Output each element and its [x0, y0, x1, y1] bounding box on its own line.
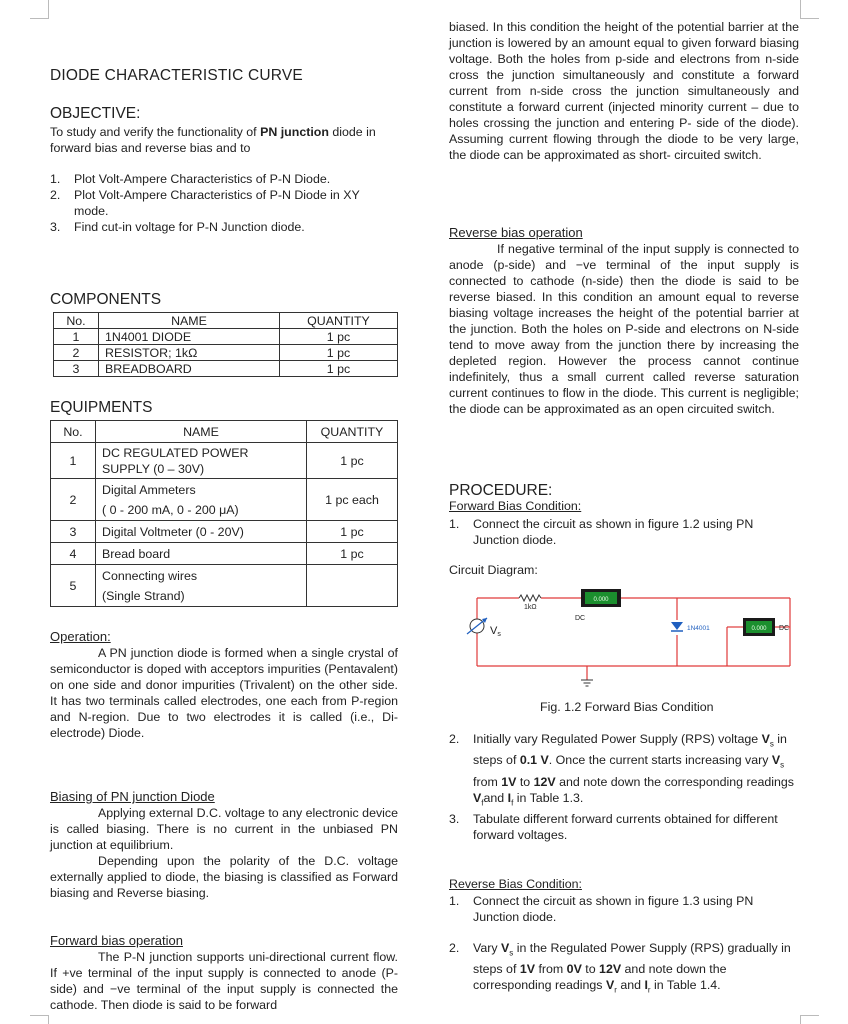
- text-run: V: [501, 941, 510, 955]
- ammeter-reading: 0.000: [593, 597, 609, 603]
- table-cell: 1 pc: [280, 345, 398, 361]
- circuit-diagram-label: Circuit Diagram:: [449, 563, 538, 577]
- table-cell: 1 pc: [307, 443, 398, 479]
- text-run: s: [780, 760, 785, 770]
- cell-line: (Single Strand): [102, 588, 185, 603]
- text-run: V: [473, 790, 482, 805]
- table-row: [51, 479, 398, 521]
- text-run: to: [581, 962, 600, 977]
- objective-item: [50, 187, 395, 219]
- crop-mark: [48, 1015, 49, 1024]
- equipments-header-no: No.: [51, 421, 96, 443]
- step-text: Connect the circuit as shown in figure 1.3 using PN Junction diode.: [473, 894, 754, 924]
- text-run: f: [481, 798, 484, 808]
- forward-step-2: [449, 731, 794, 811]
- crop-mark: [800, 0, 801, 18]
- forward-step-1: [449, 516, 794, 548]
- table-cell: 1: [54, 329, 99, 345]
- table-cell: 2: [51, 479, 96, 521]
- forward-bias-continued: biased. In this condition the height of the potential barrier at the junction is lowered by an amount equal to given forward biasing voltage. Both the holes from p-side and electrons from n-side cross the junction simultaneously and constitute a forward current from n-side cross the junction simultaneously and constitute a forward current (injected minority current – due to holes crossing the junction and entering P- side of the diode). Assuming current flowing through the diode to be very large, the diode can be approximated as short- circuited switch.: [449, 20, 799, 162]
- text-run: I: [507, 790, 512, 805]
- figure-caption: Fig. 1.2 Forward Bias Condition: [540, 700, 714, 714]
- forward-condition-heading: Forward Bias Condition:: [449, 499, 582, 513]
- reverse-step-2: [449, 940, 794, 999]
- components-header-name: NAME: [99, 313, 280, 329]
- list-number: 3.: [449, 812, 460, 826]
- table-cell: 1 pc: [307, 521, 398, 543]
- table-row: [51, 443, 398, 479]
- objective-intro-text-2: diode in forward bias and reverse bias and to: [50, 125, 376, 155]
- step-text: Tabulate different forward currents obtained for different forward voltages.: [473, 812, 778, 842]
- ground-symbol: [581, 680, 593, 686]
- list-number: 1.: [50, 172, 61, 186]
- text-run: Vary: [473, 941, 501, 955]
- text-run: from: [473, 774, 502, 789]
- list-number: 1.: [449, 517, 460, 531]
- table-cell: [307, 565, 398, 607]
- table-cell: 1 pc: [280, 361, 398, 377]
- equipments-table: [50, 420, 398, 607]
- text-run: and note down the corresponding readings: [555, 774, 795, 789]
- list-item: [449, 940, 794, 999]
- text-run: I: [644, 978, 648, 993]
- crop-mark: [800, 1015, 819, 1016]
- table-cell: BREADBOARD: [99, 361, 280, 377]
- objective-heading: OBJECTIVE:: [50, 105, 141, 122]
- text-run: to: [516, 774, 534, 789]
- equipments-heading: EQUIPMENTS: [50, 399, 153, 416]
- text-run: V: [605, 978, 615, 993]
- components-table: [53, 312, 398, 377]
- text-run: s: [509, 948, 514, 958]
- crop-mark: [30, 1015, 49, 1016]
- text-run: from: [535, 962, 567, 977]
- cell-line: ( 0 - 200 mA, 0 - 200 μA): [102, 502, 239, 517]
- text-run: 1V: [519, 962, 535, 977]
- text-run: 0V: [566, 962, 582, 977]
- text-run: 1V: [501, 774, 517, 789]
- text-run: . Once the current starts increasing vary: [548, 753, 772, 768]
- voltmeter-mode: DC: [779, 625, 790, 632]
- table-cell: 1 pc: [307, 543, 398, 565]
- text-run: V: [771, 753, 781, 768]
- text-run: s: [769, 739, 774, 749]
- cell-line: DC REGULATED POWER: [102, 445, 249, 460]
- objective-item-text: Plot Volt-Ampere Characteristics of P-N Diode.: [74, 172, 331, 186]
- reverse-bias-text: If negative terminal of the input supply is connected to anode (p-side) and −ve terminal of the input supply is connected to cathode (n-side) then the diode is said to be reverse biased. In this condition an amount equal to reverse biasing voltage increases the height of the potential barrier at the junction. Both the holes on P-side and electrons on N-side tend to move away from the junction there by increasing the depleted region. However the process cannot continue indefinitely, thus a small current called reverse saturation current continues to flow in the diode. This current is negligible; the diode can be approximated as an open circuited switch.: [449, 242, 799, 416]
- page-title: DIODE CHARACTERISTIC CURVE: [50, 67, 303, 84]
- list-number: 3.: [50, 220, 61, 234]
- objective-item: [50, 171, 395, 187]
- objective-list: [50, 171, 395, 235]
- table-cell: 1 pc each: [307, 479, 398, 521]
- table-cell: 1 pc: [280, 329, 398, 345]
- reverse-bias-heading: Reverse bias operation: [449, 225, 583, 240]
- list-number: 2.: [449, 941, 460, 955]
- list-item: [449, 731, 794, 811]
- voltmeter-reading: 0.000: [751, 626, 767, 632]
- crop-mark: [800, 1015, 801, 1024]
- cell-line: Digital Ammeters: [102, 482, 196, 497]
- table-cell: 2: [54, 345, 99, 361]
- text-run: in the Regulated Power Supply (RPS) gradually in steps of: [473, 941, 791, 977]
- equipments-header-qty: QUANTITY: [307, 421, 398, 443]
- table-cell: [96, 479, 307, 521]
- table-row: [54, 345, 398, 361]
- table-row: [51, 543, 398, 565]
- list-item: [449, 516, 794, 548]
- text-run: r: [614, 985, 617, 995]
- reverse-step-1: [449, 893, 794, 925]
- table-row: [51, 565, 398, 607]
- table-cell: [96, 443, 307, 479]
- step-text: [473, 732, 795, 808]
- procedure-heading: PROCEDURE:: [449, 482, 553, 499]
- step-text: [473, 941, 791, 995]
- components-header-qty: QUANTITY: [280, 313, 398, 329]
- cell-line: SUPPLY (0 – 30V): [102, 461, 205, 476]
- table-cell: 3: [54, 361, 99, 377]
- list-item: [449, 893, 794, 925]
- table-cell: 1N4001 DIODE: [99, 329, 280, 345]
- equipments-header-name: NAME: [96, 421, 307, 443]
- table-cell: RESISTOR; 1kΩ: [99, 345, 280, 361]
- step-text: Connect the circuit as shown in figure 1.2 using PN Junction diode.: [473, 517, 754, 547]
- objective-item-text: Plot Volt-Ampere Characteristics of P-N Diode in XY mode.: [74, 188, 360, 218]
- biasing-paragraph-2: Depending upon the polarity of the D.C. voltage externally applied to diode, the biasing is classified as Forward biasing and Reverse biasing.: [50, 854, 398, 900]
- forward-bias-heading: Forward bias operation: [50, 933, 183, 948]
- cell-line: Connecting wires: [102, 568, 198, 583]
- resistor-label: 1kΩ: [524, 604, 537, 611]
- table-cell: Digital Voltmeter (0 - 20V): [96, 521, 307, 543]
- resistor-symbol: [519, 595, 541, 601]
- source-label: [490, 625, 501, 638]
- source-label-sub: s: [497, 631, 501, 638]
- crop-mark: [48, 0, 49, 18]
- text-run: 12V: [599, 962, 622, 977]
- table-cell: 3: [51, 521, 96, 543]
- ammeter-mode: DC: [575, 615, 586, 622]
- table-row: [51, 521, 398, 543]
- objective-item-text: Find cut-in voltage for P-N Junction diode.: [74, 220, 305, 234]
- table-cell: [96, 565, 307, 607]
- table-cell: 4: [51, 543, 96, 565]
- text-run: f: [511, 798, 514, 808]
- reverse-condition-heading: Reverse Bias Condition:: [449, 877, 582, 891]
- text-run: in steps of: [473, 732, 787, 768]
- text-run: and: [483, 790, 508, 805]
- text-run: in Table 1.3.: [513, 790, 584, 805]
- forward-bias-text: The P-N junction supports uni-directional current flow. If +ve terminal of the input supply is connected to anode (P-side) and −ve terminal of the input supply is connected the cathode. Then diode is said to be forward: [50, 950, 398, 1012]
- table-cell: Bread board: [96, 543, 307, 565]
- biasing-paragraph-1: Applying external D.C. voltage to any electronic device is called biasing. There is no current in the unbiased PN junction at equilibrium.: [50, 806, 398, 852]
- objective-intro-text: To study and verify the functionality of: [50, 125, 261, 139]
- diode-symbol: [671, 622, 683, 630]
- crop-mark: [30, 18, 49, 19]
- table-cell: 5: [51, 565, 96, 607]
- list-number: 1.: [449, 894, 460, 908]
- text-run: in Table 1.4.: [650, 978, 721, 993]
- forward-bias-circuit: [457, 580, 802, 695]
- forward-step-3: [449, 811, 794, 843]
- text-run: 12V: [533, 774, 556, 789]
- text-run: V: [761, 732, 770, 746]
- objective-item: [50, 219, 395, 235]
- text-run: 0.1 V: [519, 753, 549, 768]
- list-number: 2.: [50, 188, 61, 202]
- crop-mark: [800, 18, 819, 19]
- source-label-main: V: [490, 625, 498, 637]
- objective-intro: [50, 124, 400, 156]
- text-run: Initially vary Regulated Power Supply (RPS) voltage: [473, 732, 762, 746]
- diode-label: 1N4001: [687, 625, 710, 632]
- table-row: [54, 361, 398, 377]
- biasing-heading: Biasing of PN junction Diode: [50, 789, 215, 804]
- table-cell: 1: [51, 443, 96, 479]
- list-number: 2.: [449, 732, 460, 746]
- list-item: [449, 811, 794, 843]
- operation-heading: Operation:: [50, 629, 111, 644]
- text-run: r: [647, 985, 651, 995]
- operation-text: A PN junction diode is formed when a single crystal of semiconductor is doped with acceptors impurities (Pentavalent) on one side and donor impurities (Trivalent) on the other side. It has two terminals called electrodes, one each from P-region and N-region. Due to two electrodes it is called (i.e., Di-electrode) Diode.: [50, 646, 398, 740]
- table-row: [54, 329, 398, 345]
- components-header-no: No.: [54, 313, 99, 329]
- objective-intro-bold: PN junction: [260, 125, 329, 139]
- text-run: and note down the corresponding readings: [473, 962, 727, 993]
- components-heading: COMPONENTS: [50, 291, 162, 308]
- text-run: and: [616, 978, 645, 993]
